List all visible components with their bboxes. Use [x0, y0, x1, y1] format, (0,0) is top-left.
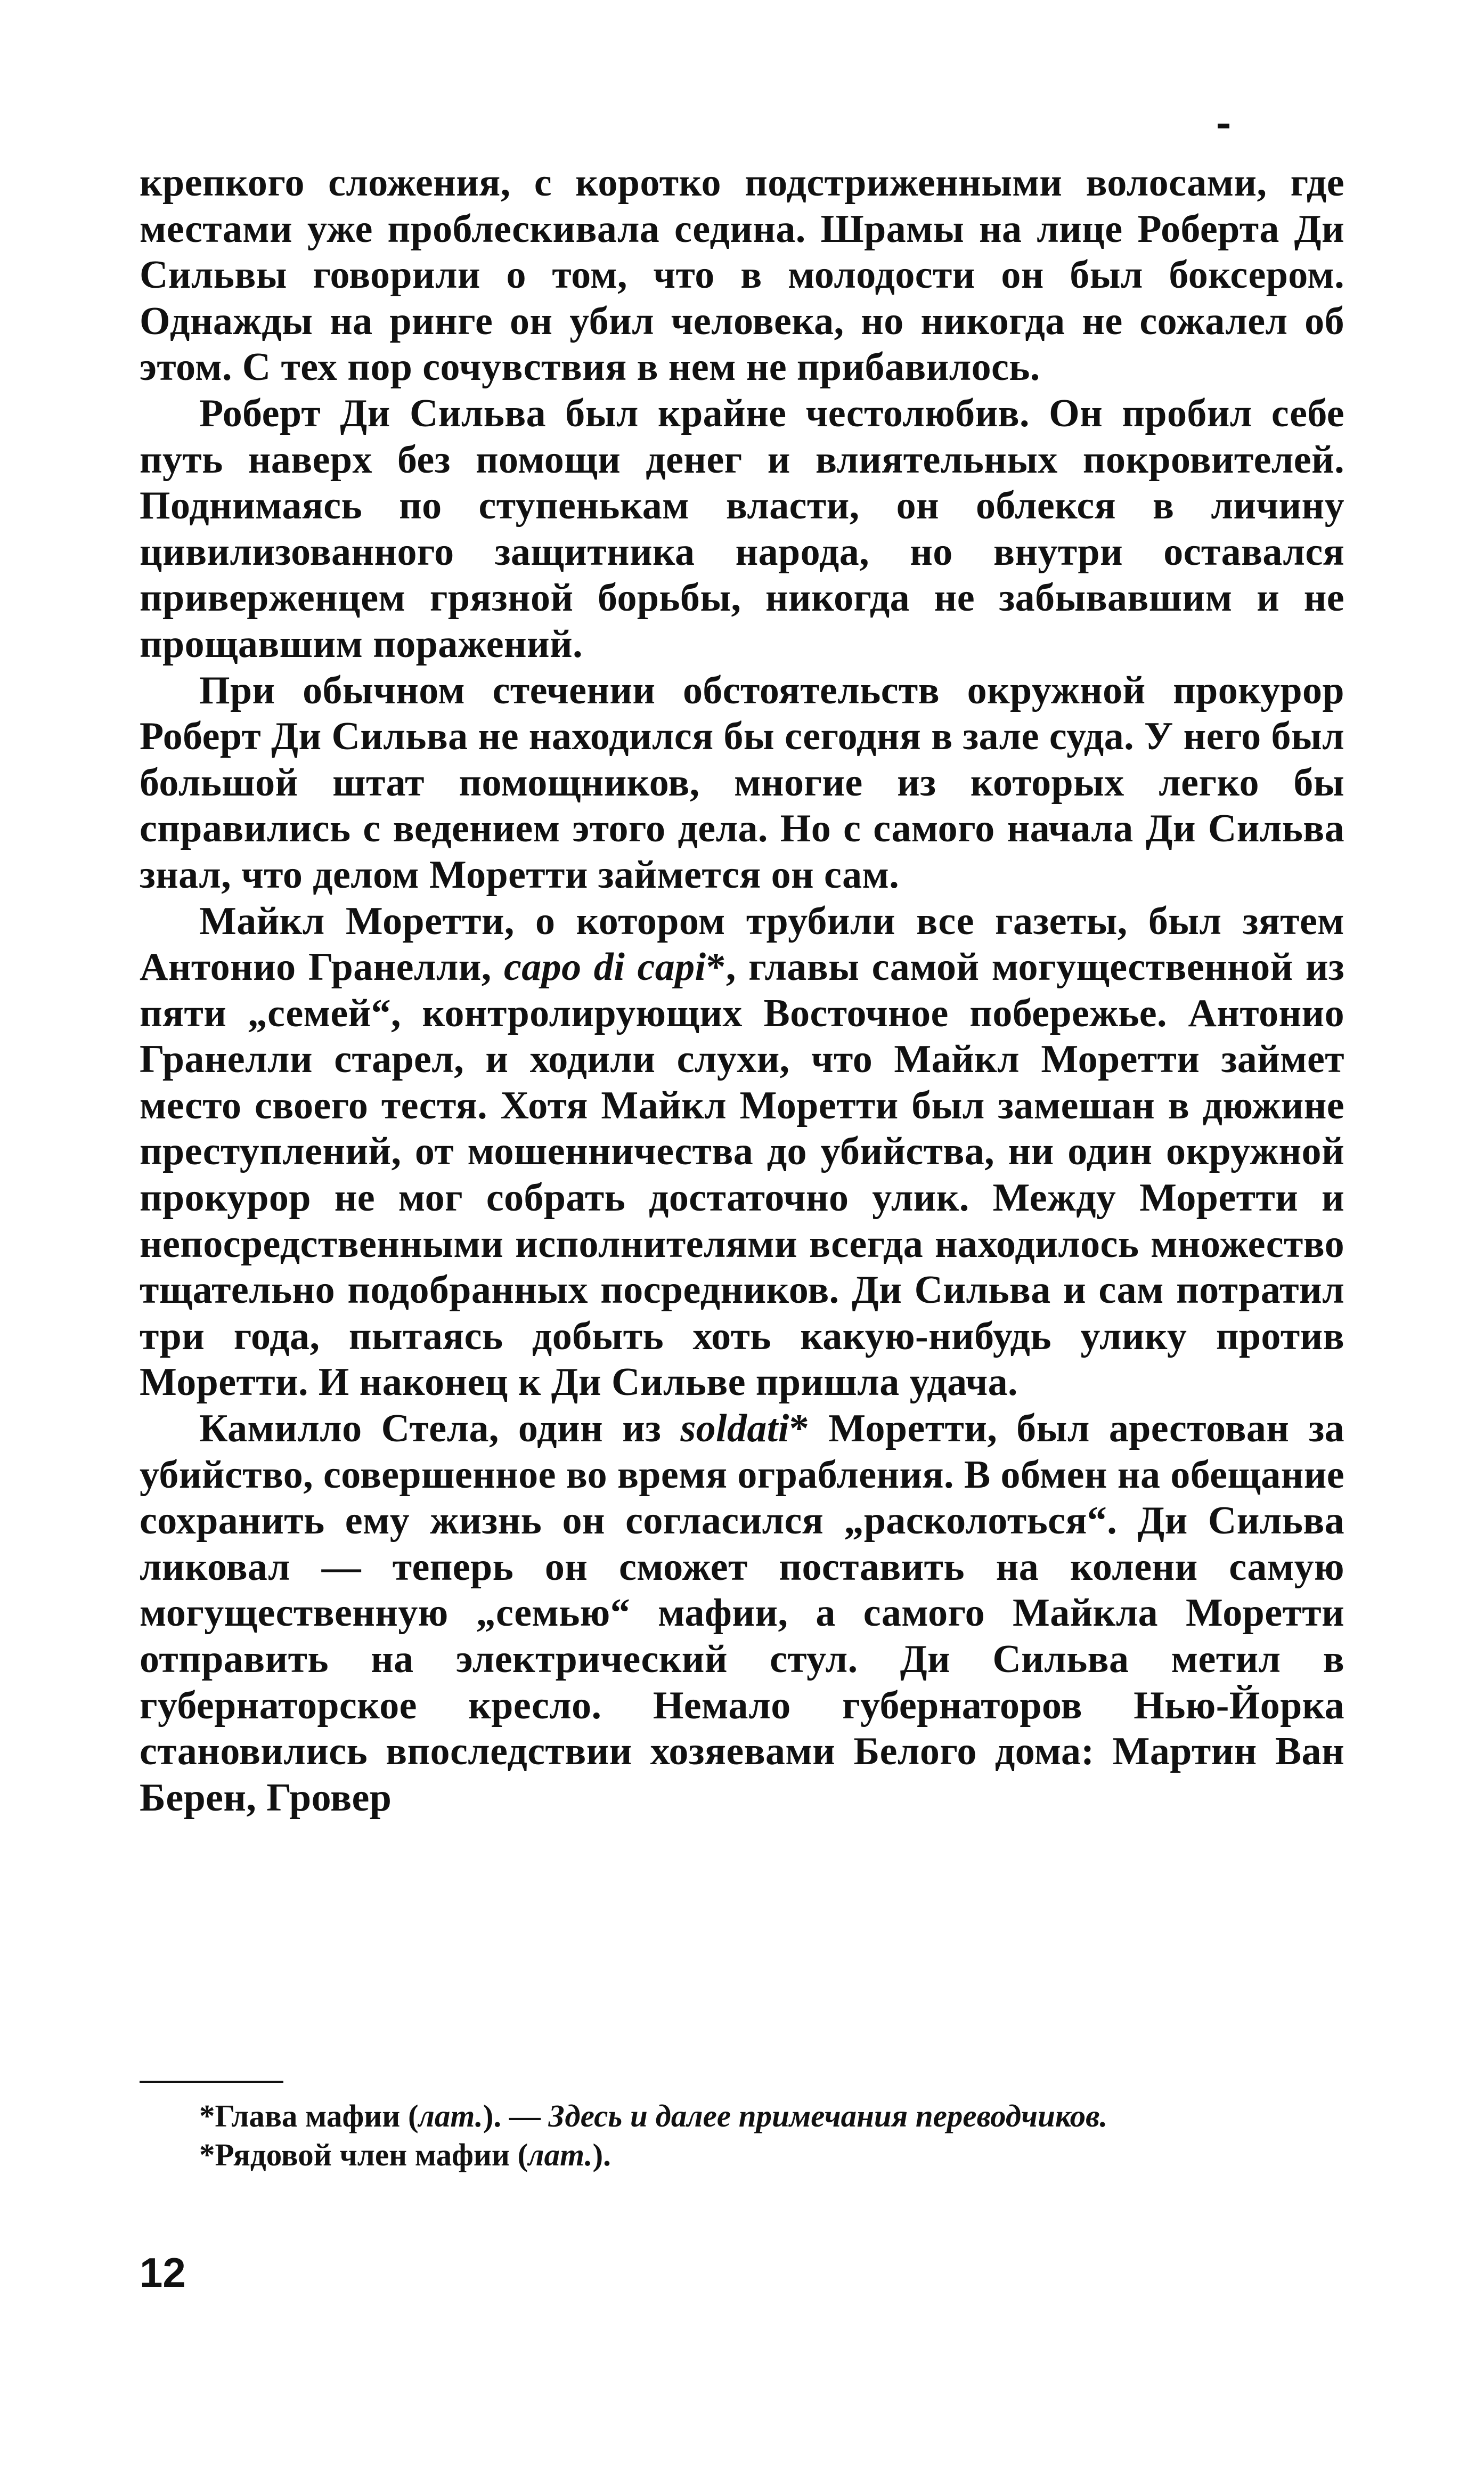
- text-fragment: Камилло Стела, один из: [199, 1407, 681, 1451]
- footnote: [140, 2136, 1344, 2174]
- text-fragment: * Моретти, был арестован за убийство, совершенное во время ограбления. В обмен на обещание сохранить ему жизнь он согласился „расколоться“. Ди Сильва ликовал — теперь он сможет поставить на колени самую могущественную „семью“ мафии, а самого Майкла Моретти отправить на электрический стул. Ди Сильва метил в губернаторское кресло. Немало губернаторов Нью-Йорка становились впоследствии хозяевами Белого дома: Мартин Ван Берен, Гровер: [140, 1407, 1344, 1820]
- italic-fragment: лат.: [418, 2098, 483, 2133]
- footnotes: [140, 2097, 1344, 2174]
- footnote-divider: [140, 2081, 283, 2083]
- text-fragment: крепкого сложения, с коротко подстриженными волосами, где местами уже проблескивала седина. Шрамы на лице Роберта Ди Сильвы говорили о том, что в молодости он был боксером. Однажды на ринге он убил человека, но никогда не сожалел об этом. С тех пор сочувствия в нем не прибавилось.: [140, 161, 1344, 389]
- main-text: [140, 160, 1344, 1821]
- print-mark: [1218, 124, 1229, 128]
- italic-fragment: Здесь и далее примечания переводчиков.: [548, 2098, 1108, 2133]
- text-fragment: При обычном стечении обстоятельств окружной прокурор Роберт Ди Сильва не находился бы сегодня в зале суда. У него был большой штат помощников, многие из которых легко бы справились с ведением этого дела. Но с самого начала Ди Сильва знал, что делом Моретти займется он сам.: [140, 668, 1344, 897]
- text-fragment: *Рядовой член мафии (: [199, 2137, 528, 2172]
- footnote: [140, 2097, 1344, 2136]
- paragraph: [140, 391, 1344, 668]
- paragraph: [140, 1406, 1344, 1821]
- page-number: 12: [140, 2249, 186, 2296]
- text-fragment: *, главы самой могущественной из пяти „семей“, контролирующих Восточное побережье. Антонио Гранелли старел, и ходили слухи, что Майкл Моретти займет место своего тестя. Хотя Майкл Моретти был замешан в дюжине преступлений, от мошенничества до убийства, ни один окружной прокурор не мог собрать достаточно улик. Между Моретти и непосредственными исполнителями всегда находилось множество тщательно подобранных посредников. Ди Сильва и сам потратил три года, пытаясь добыть хоть какую-нибудь улику против Моретти. И наконец к Ди Сильве пришла удача.: [140, 945, 1345, 1405]
- text-fragment: ). —: [483, 2098, 549, 2133]
- text-fragment: ).: [592, 2137, 611, 2172]
- paragraph: [140, 668, 1344, 898]
- text-fragment: Майкл Моретти, о котором трубили все газеты, был зятем Антонио Гранелли,: [140, 899, 1344, 989]
- text-fragment: *Глава мафии (: [199, 2098, 419, 2133]
- paragraph: [140, 160, 1344, 391]
- italic-fragment: лат.: [528, 2137, 593, 2172]
- paragraph: [140, 898, 1344, 1406]
- text-fragment: Роберт Ди Сильва был крайне честолюбив. Он пробил себе путь наверх без помощи денег и влиятельных покровителей. Поднимаясь по ступенькам власти, он облекся в личину цивилизованного защитника народа, но внутри оставался приверженцем грязной борьбы, никогда не забывавшим и не прощавшим поражений.: [140, 391, 1344, 666]
- italic-fragment: soldati: [680, 1407, 789, 1451]
- italic-fragment: capo di capi: [504, 945, 706, 989]
